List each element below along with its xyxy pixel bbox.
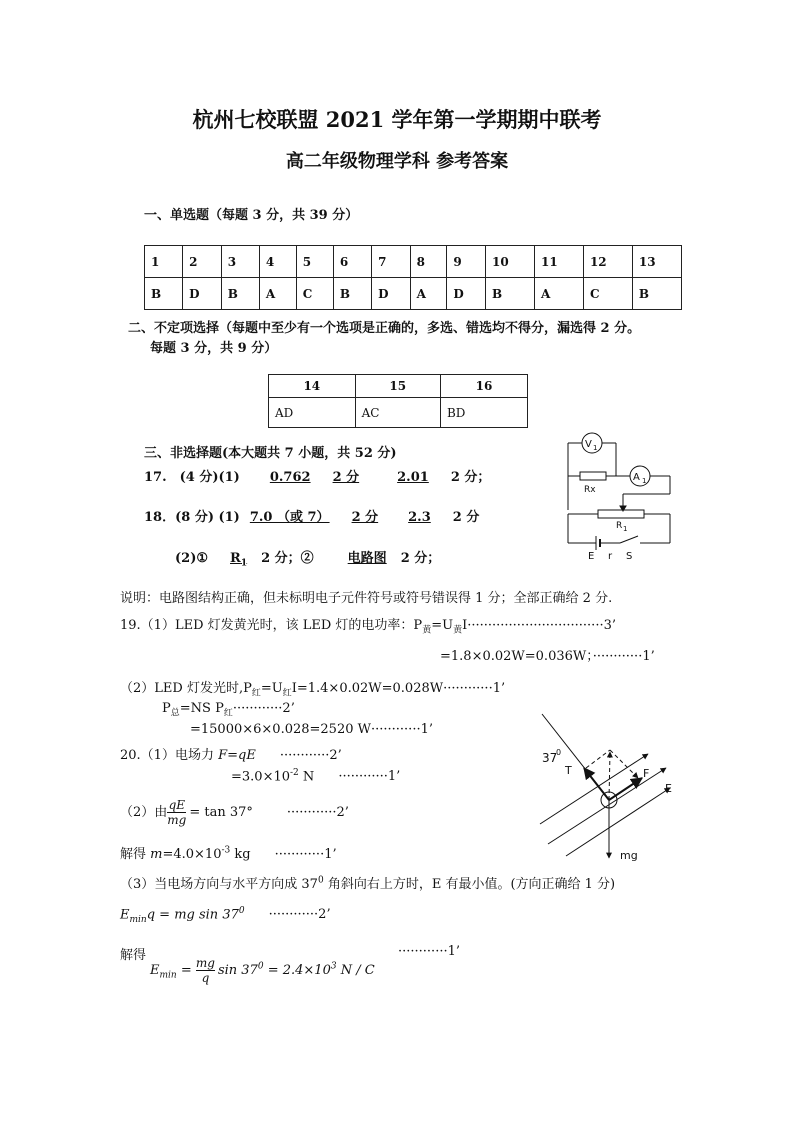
q20-l3b: = tan 37° <box>189 805 253 820</box>
q20-l8a: E <box>150 963 160 978</box>
q17-score-2: 2 分； <box>450 470 491 485</box>
table-cell: B <box>333 278 371 310</box>
force-diagram <box>530 706 690 866</box>
q20-l3a: （2）由 <box>120 805 168 820</box>
q20-l1c: ············2’ <box>279 748 342 763</box>
q20-l8sup2: 3 <box>330 961 337 972</box>
q20-l4b: =4.0×10 <box>162 847 222 862</box>
resistor-rx <box>580 472 606 480</box>
q19-l4c: ············2’ <box>232 701 295 716</box>
q20-line-3 <box>120 798 349 827</box>
electric-force-vector <box>609 778 642 800</box>
q19-l3b: =U <box>260 681 283 696</box>
q19-l1a: 19.（1）LED 灯发黄光时，该 LED 灯的电功率：P <box>120 618 423 633</box>
q20-frac2-num: mg <box>195 956 215 970</box>
table-row <box>269 375 528 398</box>
q20-frac2-den: q <box>201 971 210 985</box>
r1-sub: 1 <box>623 525 628 533</box>
table-cell: D <box>447 278 486 310</box>
table-cell: 4 <box>259 246 296 278</box>
q18b-answer-2: 电路图 <box>347 551 387 566</box>
q18b-answer-1: R <box>230 551 241 566</box>
q20-l4m: m <box>150 847 163 862</box>
q19-line-5: =15000×6×0.028=2520 W············1’ <box>190 722 433 737</box>
q20-fraction <box>167 798 186 827</box>
q20-line-7: 解得 <box>120 948 147 963</box>
q20-l8d: N / C <box>336 963 375 978</box>
page-subtitle: 高二年级物理学科 参考答案 <box>285 151 509 172</box>
q19-l3sub1: 红 <box>251 688 261 699</box>
q17-prefix: 17. (4 分)(1) <box>144 470 240 485</box>
table-cell: C <box>583 278 632 310</box>
table-cell: AC <box>355 398 440 428</box>
q17-line <box>144 466 490 485</box>
q19-line-4 <box>162 701 295 719</box>
q18-score-2: 2 分 <box>452 510 480 525</box>
q20-frac-den: mg <box>167 813 187 827</box>
a1-sub: 1 <box>642 477 647 485</box>
q18b-answer-1-sub: 1 <box>240 558 248 569</box>
table-cell: 6 <box>333 246 371 278</box>
grading-note: 说明：电路图结构正确，但未标明电子元件符号或符号错误得 1 分；全部正确给 2 分. <box>120 591 613 606</box>
page-title: 杭州七校联盟 2021 学年第一学期期中联考 <box>192 107 602 132</box>
table-cell: 16 <box>440 375 527 398</box>
table-cell: 1 <box>145 246 183 278</box>
q19-line-2: =1.8×0.02W=0.036W；············1’ <box>440 649 655 664</box>
e-label: E <box>588 551 595 562</box>
circuit-diagram <box>560 428 678 564</box>
q19-l3a: （2）LED 灯发光时,P <box>120 681 252 696</box>
q20-l6b: q = mg sin 37 <box>146 907 239 923</box>
table-cell: 2 <box>183 246 222 278</box>
section2-heading-line1: 二、不定项选择（每题中至少有一个选项是正确的，多选、错选均不得分，漏选得 2 分。 <box>128 321 641 336</box>
table-cell: B <box>632 278 681 310</box>
e-label: E <box>665 782 672 795</box>
a1-label: A <box>633 472 640 483</box>
t-label: T <box>565 764 572 777</box>
q20-line-2 <box>231 768 400 784</box>
v1-sub: 1 <box>593 444 598 452</box>
f-label: F <box>643 767 650 780</box>
q18b-prefix: (2)① <box>175 551 209 566</box>
q17-answer-1: 0.762 <box>269 470 311 485</box>
q19-l1sub2: 黄 <box>453 625 463 636</box>
q20-l3c: ············2’ <box>286 805 349 820</box>
q20-l2sup: -2 <box>290 768 299 778</box>
q20-fraction-2 <box>196 956 215 985</box>
table-cell: 8 <box>410 246 447 278</box>
q20-l4d: ············1’ <box>274 847 337 862</box>
table-cell: 11 <box>534 246 583 278</box>
table-row <box>145 278 682 310</box>
section2-heading-line2: 每题 3 分，共 9 分） <box>150 341 278 356</box>
rheostat-r1 <box>598 510 644 518</box>
table-cell: A <box>410 278 447 310</box>
q20-l4c: kg <box>230 847 251 862</box>
s-label: S <box>626 551 633 562</box>
q20-l5b: 角斜向右上方时，E 有最小值。(方向正确给 1 分) <box>323 877 616 892</box>
angle-label: 37 <box>542 751 558 765</box>
r-label: r <box>608 551 613 562</box>
q20-l2c: ············1’ <box>338 769 401 785</box>
r1-label: R <box>616 521 623 531</box>
table-cell: C <box>296 278 333 310</box>
table-cell: 10 <box>486 246 535 278</box>
q20-l5sup: 0 <box>317 875 324 886</box>
q20-line-5 <box>120 873 615 892</box>
table-row <box>269 398 528 428</box>
table-cell: B <box>221 278 259 310</box>
q20-l8b: sin 37 <box>217 963 258 978</box>
q18b-line <box>175 547 440 569</box>
table-cell: 9 <box>447 246 486 278</box>
table-cell: A <box>259 278 296 310</box>
q20-line-4 <box>120 843 337 862</box>
q20-frac-num: qE <box>168 798 186 812</box>
table-cell: 3 <box>221 246 259 278</box>
q20-l8sub: min <box>159 970 177 981</box>
q19-l4sub2: 红 <box>223 708 233 719</box>
table-cell: B <box>145 278 183 310</box>
q17-score-1: 2 分 <box>332 470 360 485</box>
q20-l2a: =3.0×10 <box>231 769 291 785</box>
switch-s <box>620 536 638 543</box>
q20-l4sup: -3 <box>221 845 231 856</box>
table-cell: D <box>372 278 411 310</box>
q20-line-8-score: ············1’ <box>398 944 460 959</box>
q19-l1c: I·································3’ <box>462 618 616 633</box>
q18-prefix: 18．(8 分) (1) <box>144 510 240 525</box>
q19-l1sub1: 黄 <box>422 625 432 636</box>
q19-l4sub1: 总 <box>170 708 180 719</box>
table-cell: B <box>486 278 535 310</box>
table-cell: 12 <box>583 246 632 278</box>
q19-l3sub2: 红 <box>282 688 292 699</box>
q18-line <box>144 506 479 525</box>
table-row <box>145 246 682 278</box>
section1-heading: 一、单选题（每题 3 分，共 39 分） <box>144 208 359 223</box>
mg-label: mg <box>620 849 638 862</box>
table-cell: D <box>183 278 222 310</box>
q18b-score-1: 2 分；② <box>261 551 314 566</box>
q20-l4a: 解得 <box>120 847 151 862</box>
table-cell: 7 <box>372 246 411 278</box>
tension-vector <box>584 768 609 800</box>
q18-score-1: 2 分 <box>351 510 379 525</box>
q17-answer-2: 2.01 <box>397 470 429 485</box>
answer-table-2 <box>268 374 528 428</box>
q20-l8sup: 0 <box>257 961 264 972</box>
q19-l4b: =NS P <box>179 701 224 716</box>
q20-l8c: = 2.4×10 <box>263 963 331 978</box>
v1-label: V <box>585 439 592 450</box>
q20-l6sup: 0 <box>238 906 245 916</box>
q20-l1a: 20.（1）电场力 <box>120 748 219 763</box>
q20-l8eq: = <box>176 963 196 978</box>
rx-label: Rx <box>584 485 596 495</box>
table-cell: BD <box>440 398 527 428</box>
q20-l2b: N <box>298 769 315 785</box>
table-cell: A <box>534 278 583 310</box>
table-cell: 13 <box>632 246 681 278</box>
q18-answer-1: 7.0 （或 7） <box>249 510 330 525</box>
q20-l5a: （3）当电场方向与水平方向成 37 <box>120 877 318 892</box>
q20-l1f: F=qE <box>218 748 256 763</box>
q18-answer-2: 2.3 <box>408 510 431 525</box>
q18b-score-2: 2 分； <box>400 551 441 566</box>
answer-table-1 <box>144 245 682 310</box>
q19-line-3 <box>120 677 505 699</box>
section3-heading: 三、非选择题(本大题共 7 小题，共 52 分) <box>144 446 397 461</box>
q19-l4a: P <box>162 701 171 716</box>
q19-l3c: I=1.4×0.02W=0.028W············1’ <box>291 681 506 696</box>
q19-line-1 <box>120 614 616 636</box>
table-cell: 5 <box>296 246 333 278</box>
q19-l1b: =U <box>431 618 454 633</box>
q20-l6a: E <box>120 907 130 923</box>
q20-line-1 <box>120 744 342 763</box>
table-cell: 15 <box>355 375 440 398</box>
q20-l6sub: min <box>129 914 147 925</box>
table-cell: 14 <box>269 375 356 398</box>
q20-l6c: ············2’ <box>268 907 331 923</box>
table-cell: AD <box>269 398 356 428</box>
q20-line-6 <box>120 906 331 925</box>
q20-line-8 <box>150 956 375 985</box>
angle-sup: 0 <box>556 748 562 757</box>
